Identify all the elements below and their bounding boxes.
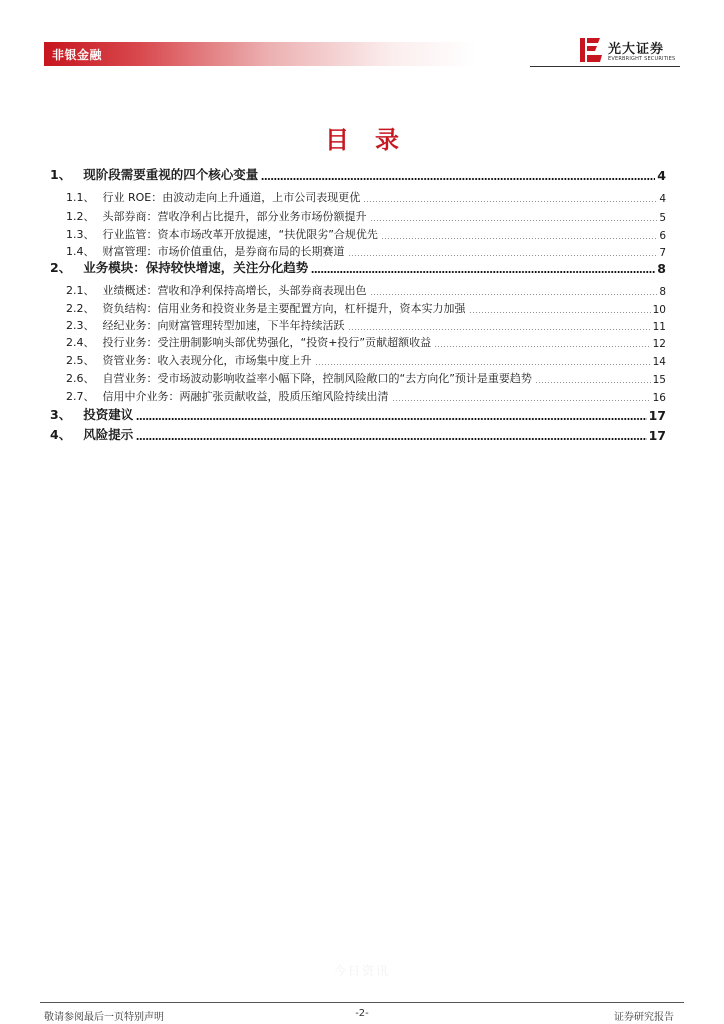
page-number: -2- — [355, 1008, 369, 1019]
toc-dot-leader — [392, 400, 651, 401]
brand — [578, 36, 682, 66]
toc-entry-number: 2、 — [50, 260, 72, 275]
toc-section-entry[interactable] — [66, 368, 666, 386]
toc-section-entry[interactable] — [66, 350, 666, 368]
toc-entry-page: 17 — [648, 408, 666, 423]
toc-entry-page: 7 — [659, 247, 666, 259]
toc-entry-page: 5 — [659, 212, 666, 224]
toc-entry-number: 2.6、 — [66, 372, 95, 385]
toc-section-entry[interactable] — [66, 187, 666, 205]
toc-entry-page: 8 — [659, 286, 666, 298]
toc-dot-leader — [381, 238, 657, 239]
toc-entry-number: 2.7、 — [66, 390, 95, 403]
section-label: 非银金融 — [52, 48, 103, 62]
header-divider — [530, 66, 680, 67]
toc-chapter-entry[interactable] — [50, 405, 666, 423]
toc-section-entry[interactable] — [66, 298, 666, 316]
toc-entry-title: 信用中介业务：两融扩张贡献收益，股质压缩风险持续出清 — [102, 390, 389, 403]
footer-disclaimer: 敬请参阅最后一页特别声明 — [44, 1012, 164, 1023]
toc-entry-number: 4、 — [50, 427, 72, 442]
toc-entry-page: 15 — [652, 374, 666, 386]
toc-entry-title: 自营业务：受市场波动影响收益率小幅下降，控制风险敞口的“去方向化”预计是重要趋势 — [102, 372, 532, 385]
toc-entry-page: 16 — [652, 392, 666, 404]
toc-entry-page: 11 — [652, 321, 666, 333]
brand-tagline: EVERBRIGHT SECURITIES — [608, 56, 676, 62]
toc-section-entry[interactable] — [66, 241, 666, 259]
toc-entry-number: 1、 — [50, 167, 72, 182]
toc-entry-page: 8 — [657, 261, 666, 276]
toc-title: 目录 — [325, 126, 425, 154]
toc-dot-leader — [136, 418, 646, 420]
toc-entry-number: 1.1、 — [66, 191, 95, 204]
toc-chapter-entry[interactable] — [50, 425, 666, 443]
toc-entry-number: 3、 — [50, 407, 72, 422]
toc-entry-title: 资管业务：收入表现分化，市场集中度上升 — [102, 354, 312, 367]
toc-entry-title: 业务模块：保持较快增速，关注分化趋势 — [83, 260, 309, 275]
toc-entry-title: 资负结构：信用业务和投资业务是主要配置方向，杠杆提升，资本实力加强 — [102, 302, 466, 315]
toc-section-entry[interactable] — [66, 224, 666, 242]
toc-dot-leader — [136, 438, 646, 440]
toc-entry-page: 4 — [659, 193, 666, 205]
toc-entry-title: 行业 ROE：由波动走向上升通道，上市公司表现更优 — [102, 191, 361, 204]
toc-entry-title: 行业监管：资本市场改革开放提速，“扶优限劣”合规优先 — [102, 228, 378, 241]
footer-report-type: 证券研究报告 — [614, 1012, 674, 1023]
toc-entry-title: 投资建议 — [83, 407, 134, 422]
toc-section-entry[interactable] — [66, 315, 666, 333]
toc-entry-page: 17 — [648, 428, 666, 443]
toc-dot-leader — [370, 294, 658, 295]
toc-dot-leader — [434, 346, 651, 347]
toc-entry-page: 10 — [652, 304, 666, 316]
toc-dot-leader — [311, 271, 655, 273]
toc-entry-page: 14 — [652, 356, 666, 368]
toc-entry-page: 6 — [659, 230, 666, 242]
toc-entry-number: 1.2、 — [66, 210, 95, 223]
toc-entry-title: 风险提示 — [83, 427, 134, 442]
toc-entry-number: 2.4、 — [66, 336, 95, 349]
toc-dot-leader — [315, 364, 651, 365]
brand-name: 光大证券 — [608, 42, 665, 57]
toc-dot-leader — [348, 255, 658, 256]
toc-entry-page: 4 — [657, 168, 666, 183]
toc-section-entry[interactable] — [66, 332, 666, 350]
toc-dot-leader — [261, 178, 655, 180]
toc-section-entry[interactable] — [66, 280, 666, 298]
toc-chapter-entry[interactable] — [50, 165, 666, 183]
toc-entry-number: 2.2、 — [66, 302, 95, 315]
toc-dot-leader — [469, 312, 651, 313]
toc-dot-leader — [363, 201, 657, 202]
toc-chapter-entry[interactable] — [50, 258, 666, 276]
everbright-logo-icon — [578, 36, 604, 64]
toc-entry-number: 1.3、 — [66, 228, 95, 241]
toc-section-entry[interactable] — [66, 206, 666, 224]
toc-section-entry[interactable] — [66, 386, 666, 404]
watermark: 今日资讯 — [333, 964, 390, 978]
toc-dot-leader — [535, 382, 651, 383]
toc-entry-title: 业绩概述：营收和净利保持高增长，头部券商表现出色 — [102, 284, 367, 297]
toc-entry-title: 经纪业务：向财富管理转型加速，下半年持续活跃 — [102, 319, 345, 332]
section-header-band — [44, 42, 476, 66]
toc-entry-title: 财富管理：市场价值重估，是券商布局的长期赛道 — [102, 245, 345, 258]
toc-entry-title: 投行业务：受注册制影响头部优势强化，“投资+投行”贡献超额收益 — [102, 336, 432, 349]
toc-dot-leader — [370, 220, 658, 221]
toc-entry-number: 2.3、 — [66, 319, 95, 332]
toc-entry-number: 1.4、 — [66, 245, 95, 258]
toc-entry-page: 12 — [652, 338, 666, 350]
toc-dot-leader — [348, 329, 651, 330]
toc-entry-number: 2.1、 — [66, 284, 95, 297]
toc-entry-title: 头部券商：营收净利占比提升，部分业务市场份额提升 — [102, 210, 367, 223]
toc-entry-number: 2.5、 — [66, 354, 95, 367]
footer-divider — [40, 1002, 684, 1003]
toc-entry-title: 现阶段需要重视的四个核心变量 — [83, 167, 259, 182]
